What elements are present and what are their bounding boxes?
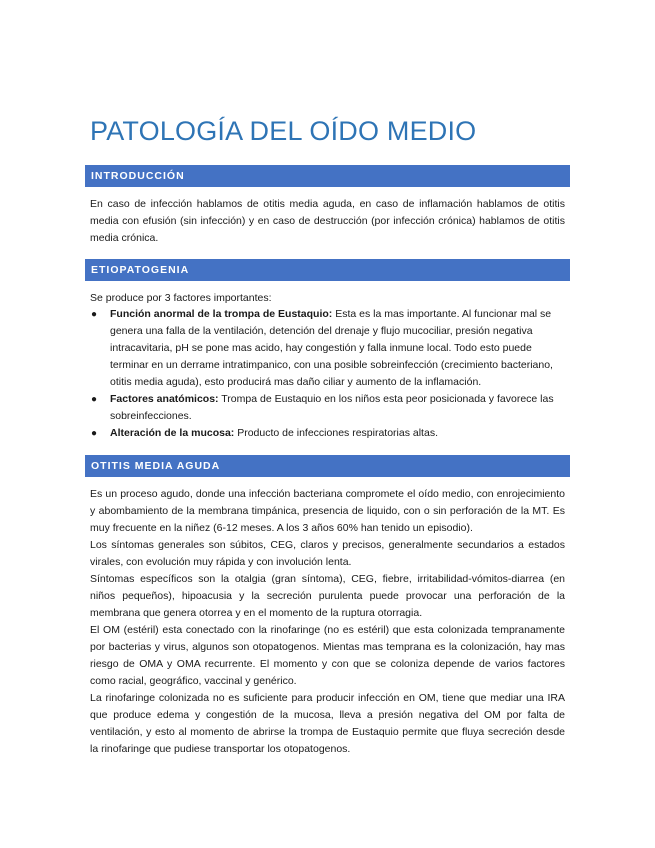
oma-paragraph: Síntomas específicos son la otalgia (gran síntoma), CEG, fiebre, irritabilidad-vómitos-diarrea (en niños pequeños), hipoacusia y la secreción purulenta puede provocar una perforación de la membrana que genera otorrea y en el momento de la ruptura otorragia.	[90, 573, 565, 619]
oma-paragraph: El OM (estéril) esta conectado con la rinofaringe (no es estéril) que esta colonizada tempranamente por bacterias y virus, algunos son otopatogenos. Mientas mas temprana es la colonización, hay mas riesgo de OMA y OMA recurrente. El momento y con que se coloniza depende de varios factores como racial, geográfico, vaccinal y genérico.	[90, 624, 565, 687]
section-heading-introduccion: INTRODUCCIÓN	[85, 165, 570, 187]
factor-term: Alteración de la mucosa:	[110, 427, 235, 439]
oma-paragraph: La rinofaringe colonizada no es suficiente para producir infección en OM, tiene que mediar una IRA que produce edema y congestión de la mucosa, lleva a presión negativa del OM por falta de ventilación, y esto al momento de abrirse la trompa de Eustaquio permite que fluya secreción desde la rinofaringe que pudiese transportar los otopatogenos.	[90, 692, 565, 755]
document-title: PATOLOGÍA DEL OÍDO MEDIO	[90, 116, 477, 146]
factor-text: Producto de infecciones respiratorias altas.	[234, 427, 438, 439]
factor-term: Factores anatómicos:	[110, 393, 219, 405]
intro-paragraph: En caso de infección hablamos de otitis media aguda, en caso de inflamación hablamos de otitis media con efusión (sin infección) y en caso de destrucción (por infección crónica) hablamos de otitis media crónica.	[90, 198, 565, 244]
etio-factor-list	[90, 306, 565, 442]
bullet-icon: ●	[91, 428, 98, 439]
list-item	[90, 306, 565, 391]
bullet-icon: ●	[91, 309, 98, 320]
oma-paragraph: Es un proceso agudo, donde una infección bacteriana compromete el oído medio, con enrojecimiento y abombamiento de la membrana timpánica, presencia de liquido, con o sin perforación de la MT. Es muy frecuente en la niñez (6-12 meses. A los 3 años 60% han tenido un episodio).	[90, 488, 565, 534]
list-item	[90, 425, 565, 442]
section-heading-etiopatogenia: ETIOPATOGENIA	[85, 259, 570, 281]
bullet-icon: ●	[91, 394, 98, 405]
oma-body	[90, 486, 565, 758]
factor-text: Esta es la mas importante. Al funcionar mal se genera una falla de la ventilación, detención del drenaje y flujo mucociliar, presión negativa intracavitaria, pH se pone mas acido, hay congestión y falla inmune local. Todo esto puede terminar en un derrame intratimpanico, con una posible sobreinfección (crecimiento bacteriano, otitis media aguda), esto producirá mas daño ciliar y aumento de la inflamación.	[110, 308, 553, 388]
oma-paragraph: Los síntomas generales son súbitos, CEG, claros y precisos, generalmente secundarios a estados virales, con evolución muy rápida y con involución lenta.	[90, 539, 565, 568]
list-item	[90, 391, 565, 425]
factor-term: Función anormal de la trompa de Eustaquio:	[110, 308, 333, 320]
section-heading-otitis-media-aguda: OTITIS MEDIA AGUDA	[85, 455, 570, 477]
etio-lead: Se produce por 3 factores importantes:	[90, 292, 272, 304]
factor-text: Trompa de Eustaquio en los niños esta peor posicionada y favorece las sobreinfecciones.	[110, 393, 554, 422]
